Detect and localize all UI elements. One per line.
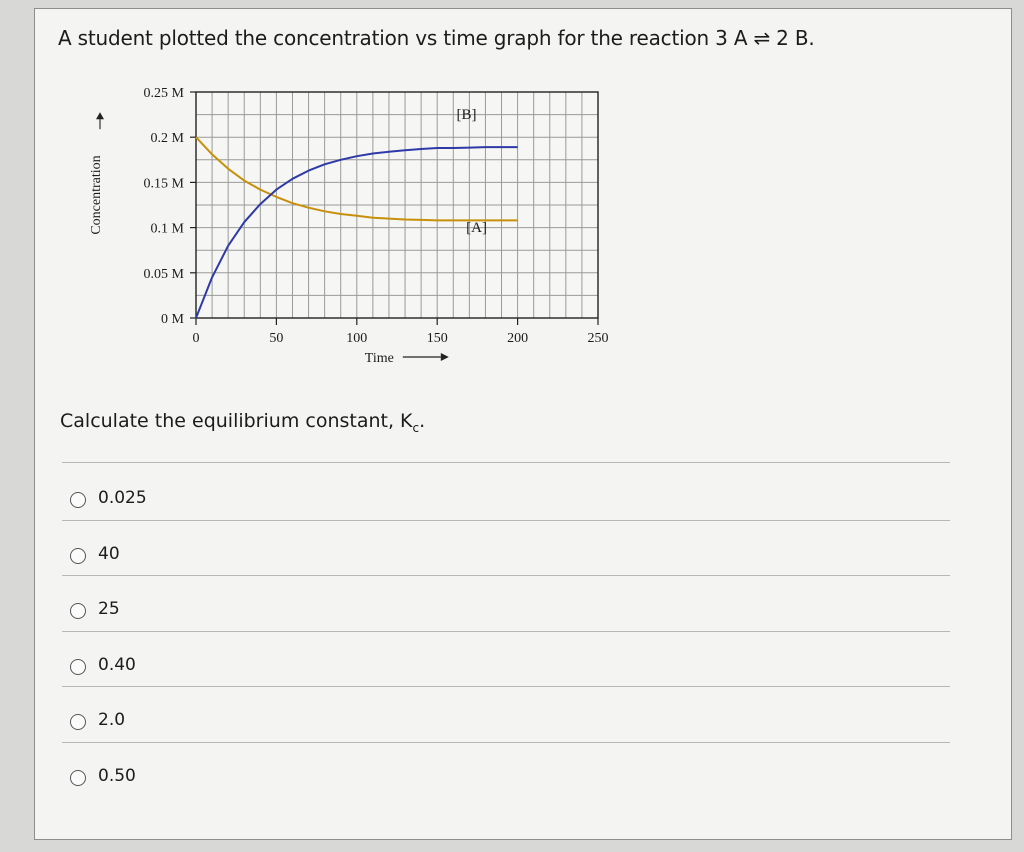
prompt-suffix: . <box>419 410 426 432</box>
answer-option-label: 0.40 <box>98 654 136 675</box>
answer-option-label: 0.50 <box>98 765 136 786</box>
radio-button[interactable] <box>70 603 86 619</box>
x-tick-label: 150 <box>426 331 448 346</box>
answer-option[interactable] <box>62 478 952 534</box>
radio-button[interactable] <box>70 492 86 508</box>
answer-option[interactable] <box>62 756 952 812</box>
option-divider <box>62 631 950 632</box>
concentration-time-chart <box>80 78 640 378</box>
option-divider <box>62 520 950 521</box>
answer-option-label: 40 <box>98 543 120 564</box>
answer-option[interactable] <box>62 534 952 590</box>
y-tick-label: 0.15 M <box>143 176 184 192</box>
y-tick-label: 0.25 M <box>143 86 184 101</box>
prompt-main: Calculate the equilibrium constant, K <box>60 410 413 432</box>
x-tick-label: 200 <box>507 331 529 346</box>
answer-option-label: 0.025 <box>98 488 147 508</box>
y-tick-label: 0.05 M <box>143 266 184 282</box>
x-axis-label: Time <box>364 351 394 366</box>
y-axis-arrow-head <box>96 112 104 119</box>
radio-button[interactable] <box>70 659 86 675</box>
x-tick-label: 100 <box>346 331 368 346</box>
radio-button[interactable] <box>70 714 86 730</box>
answer-option[interactable] <box>62 700 952 756</box>
prompt-subscript: c <box>412 420 420 435</box>
radio-button[interactable] <box>70 770 86 786</box>
answer-option[interactable] <box>62 589 952 645</box>
option-divider <box>62 742 950 743</box>
option-divider <box>62 686 950 687</box>
answer-options <box>62 478 952 811</box>
option-divider <box>62 575 950 576</box>
question-text: A student plotted the concentration vs time graph for the reaction 3 A ⇌ 2 B. <box>58 26 815 50</box>
answer-option-label: 2.0 <box>98 710 126 730</box>
x-tick-label: 50 <box>269 331 284 346</box>
divider <box>62 462 950 463</box>
radio-button[interactable] <box>70 548 86 564</box>
y-axis-label: Concentration <box>89 155 104 235</box>
prompt-text <box>60 410 425 435</box>
series-annotation: [B] <box>456 107 477 124</box>
x-tick-label: 0 <box>192 331 200 346</box>
y-tick-label: 0.2 M <box>150 131 184 147</box>
y-tick-label: 0 M <box>161 312 184 327</box>
x-axis-arrow-head <box>441 353 449 361</box>
y-tick-label: 0.1 M <box>150 221 184 237</box>
answer-option-label: 25 <box>98 599 120 619</box>
series-annotation: [A] <box>466 220 487 237</box>
x-tick-label: 250 <box>587 331 609 346</box>
chart-svg <box>80 78 640 378</box>
answer-option[interactable] <box>62 645 952 701</box>
